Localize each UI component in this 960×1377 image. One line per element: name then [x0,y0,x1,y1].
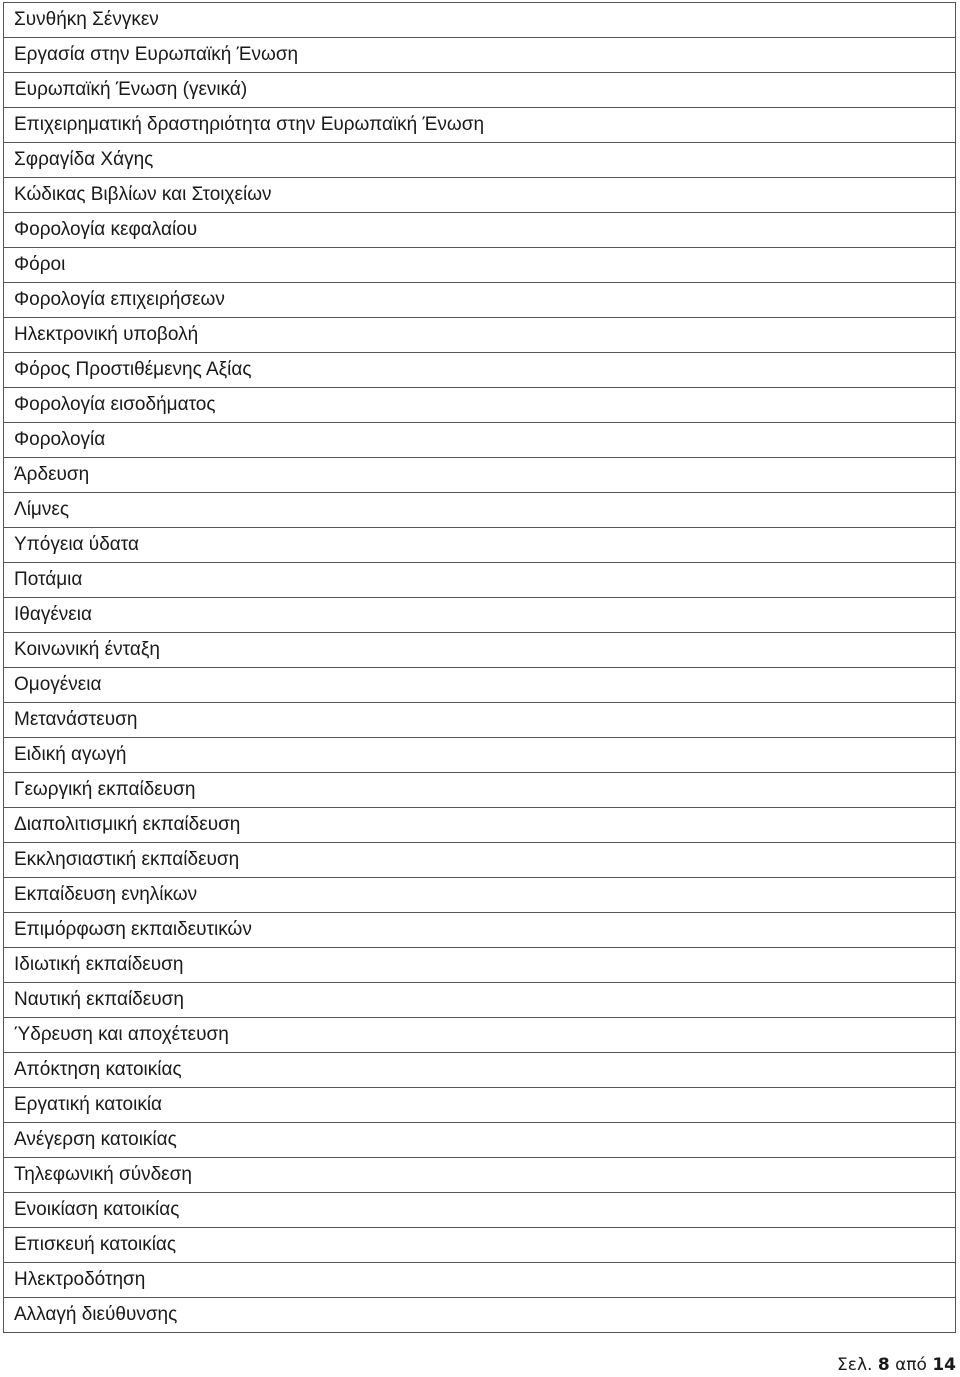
table-row [4,3,956,38]
table-cell: Αλλαγή διεύθυνσης [4,1298,956,1333]
table-cell: Ευρωπαϊκή Ένωση (γενικά) [4,73,956,108]
page-separator: από [895,1355,927,1375]
table-cell: Τηλεφωνική σύνδεση [4,1158,956,1193]
table-row [4,983,956,1018]
table-cell: Εκπαίδευση ενηλίκων [4,878,956,913]
table-row [4,213,956,248]
topics-table-body [4,3,956,1333]
table-cell: Μετανάστευση [4,703,956,738]
table-row [4,1228,956,1263]
table-cell: Φορολογία κεφαλαίου [4,213,956,248]
table-row [4,843,956,878]
page-prefix: Σελ. [837,1355,873,1375]
table-cell: Ποτάμια [4,563,956,598]
table-cell: Εκκλησιαστική εκπαίδευση [4,843,956,878]
table-cell: Ναυτική εκπαίδευση [4,983,956,1018]
table-row [4,563,956,598]
table-row [4,318,956,353]
table-row [4,738,956,773]
table-cell: Απόκτηση κατοικίας [4,1053,956,1088]
topics-table [3,2,956,1333]
table-row [4,108,956,143]
table-row [4,1018,956,1053]
table-cell: Φόρος Προστιθέμενης Αξίας [4,353,956,388]
page-footer [837,1355,956,1375]
table-row [4,948,956,983]
table-row [4,38,956,73]
table-row [4,1123,956,1158]
table-cell: Ομογένεια [4,668,956,703]
table-cell: Φορολογία εισοδήματος [4,388,956,423]
page-number: 8 [877,1355,890,1375]
table-row [4,1193,956,1228]
table-cell: Επιμόρφωση εκπαιδευτικών [4,913,956,948]
table-row [4,1263,956,1298]
table-cell: Ενοικίαση κατοικίας [4,1193,956,1228]
table-row [4,1158,956,1193]
page-total: 14 [932,1355,956,1375]
table-row [4,1053,956,1088]
table-row [4,633,956,668]
table-cell: Σφραγίδα Χάγης [4,143,956,178]
table-row [4,388,956,423]
table-row [4,703,956,738]
table-row [4,598,956,633]
table-cell: Κώδικας Βιβλίων και Στοιχείων [4,178,956,213]
table-row [4,808,956,843]
table-row [4,178,956,213]
table-cell: Υπόγεια ύδατα [4,528,956,563]
table-row [4,458,956,493]
table-cell: Συνθήκη Σένγκεν [4,3,956,38]
table-row [4,1088,956,1123]
table-cell: Εργασία στην Ευρωπαϊκή Ένωση [4,38,956,73]
table-cell: Ειδική αγωγή [4,738,956,773]
table-cell: Ανέγερση κατοικίας [4,1123,956,1158]
table-cell: Εργατική κατοικία [4,1088,956,1123]
table-cell: Φόροι [4,248,956,283]
table-row [4,528,956,563]
table-cell: Ηλεκτρονική υποβολή [4,318,956,353]
table-row [4,248,956,283]
table-cell: Διαπολιτισμική εκπαίδευση [4,808,956,843]
table-cell: Κοινωνική ένταξη [4,633,956,668]
table-cell: Ιθαγένεια [4,598,956,633]
table-row [4,878,956,913]
table-row [4,913,956,948]
table-row [4,143,956,178]
table-cell: Γεωργική εκπαίδευση [4,773,956,808]
table-row [4,73,956,108]
table-cell: Φορολογία [4,423,956,458]
table-row [4,283,956,318]
table-cell: Λίμνες [4,493,956,528]
table-row [4,423,956,458]
table-row [4,773,956,808]
table-cell: Άρδευση [4,458,956,493]
table-cell: Ηλεκτροδότηση [4,1263,956,1298]
table-row [4,353,956,388]
table-cell: Επιχειρηματική δραστηριότητα στην Ευρωπαϊκή Ένωση [4,108,956,143]
table-cell: Επισκευή κατοικίας [4,1228,956,1263]
table-row [4,493,956,528]
table-row [4,668,956,703]
table-cell: Ύδρευση και αποχέτευση [4,1018,956,1053]
table-row [4,1298,956,1333]
table-cell: Φορολογία επιχειρήσεων [4,283,956,318]
table-cell: Ιδιωτική εκπαίδευση [4,948,956,983]
